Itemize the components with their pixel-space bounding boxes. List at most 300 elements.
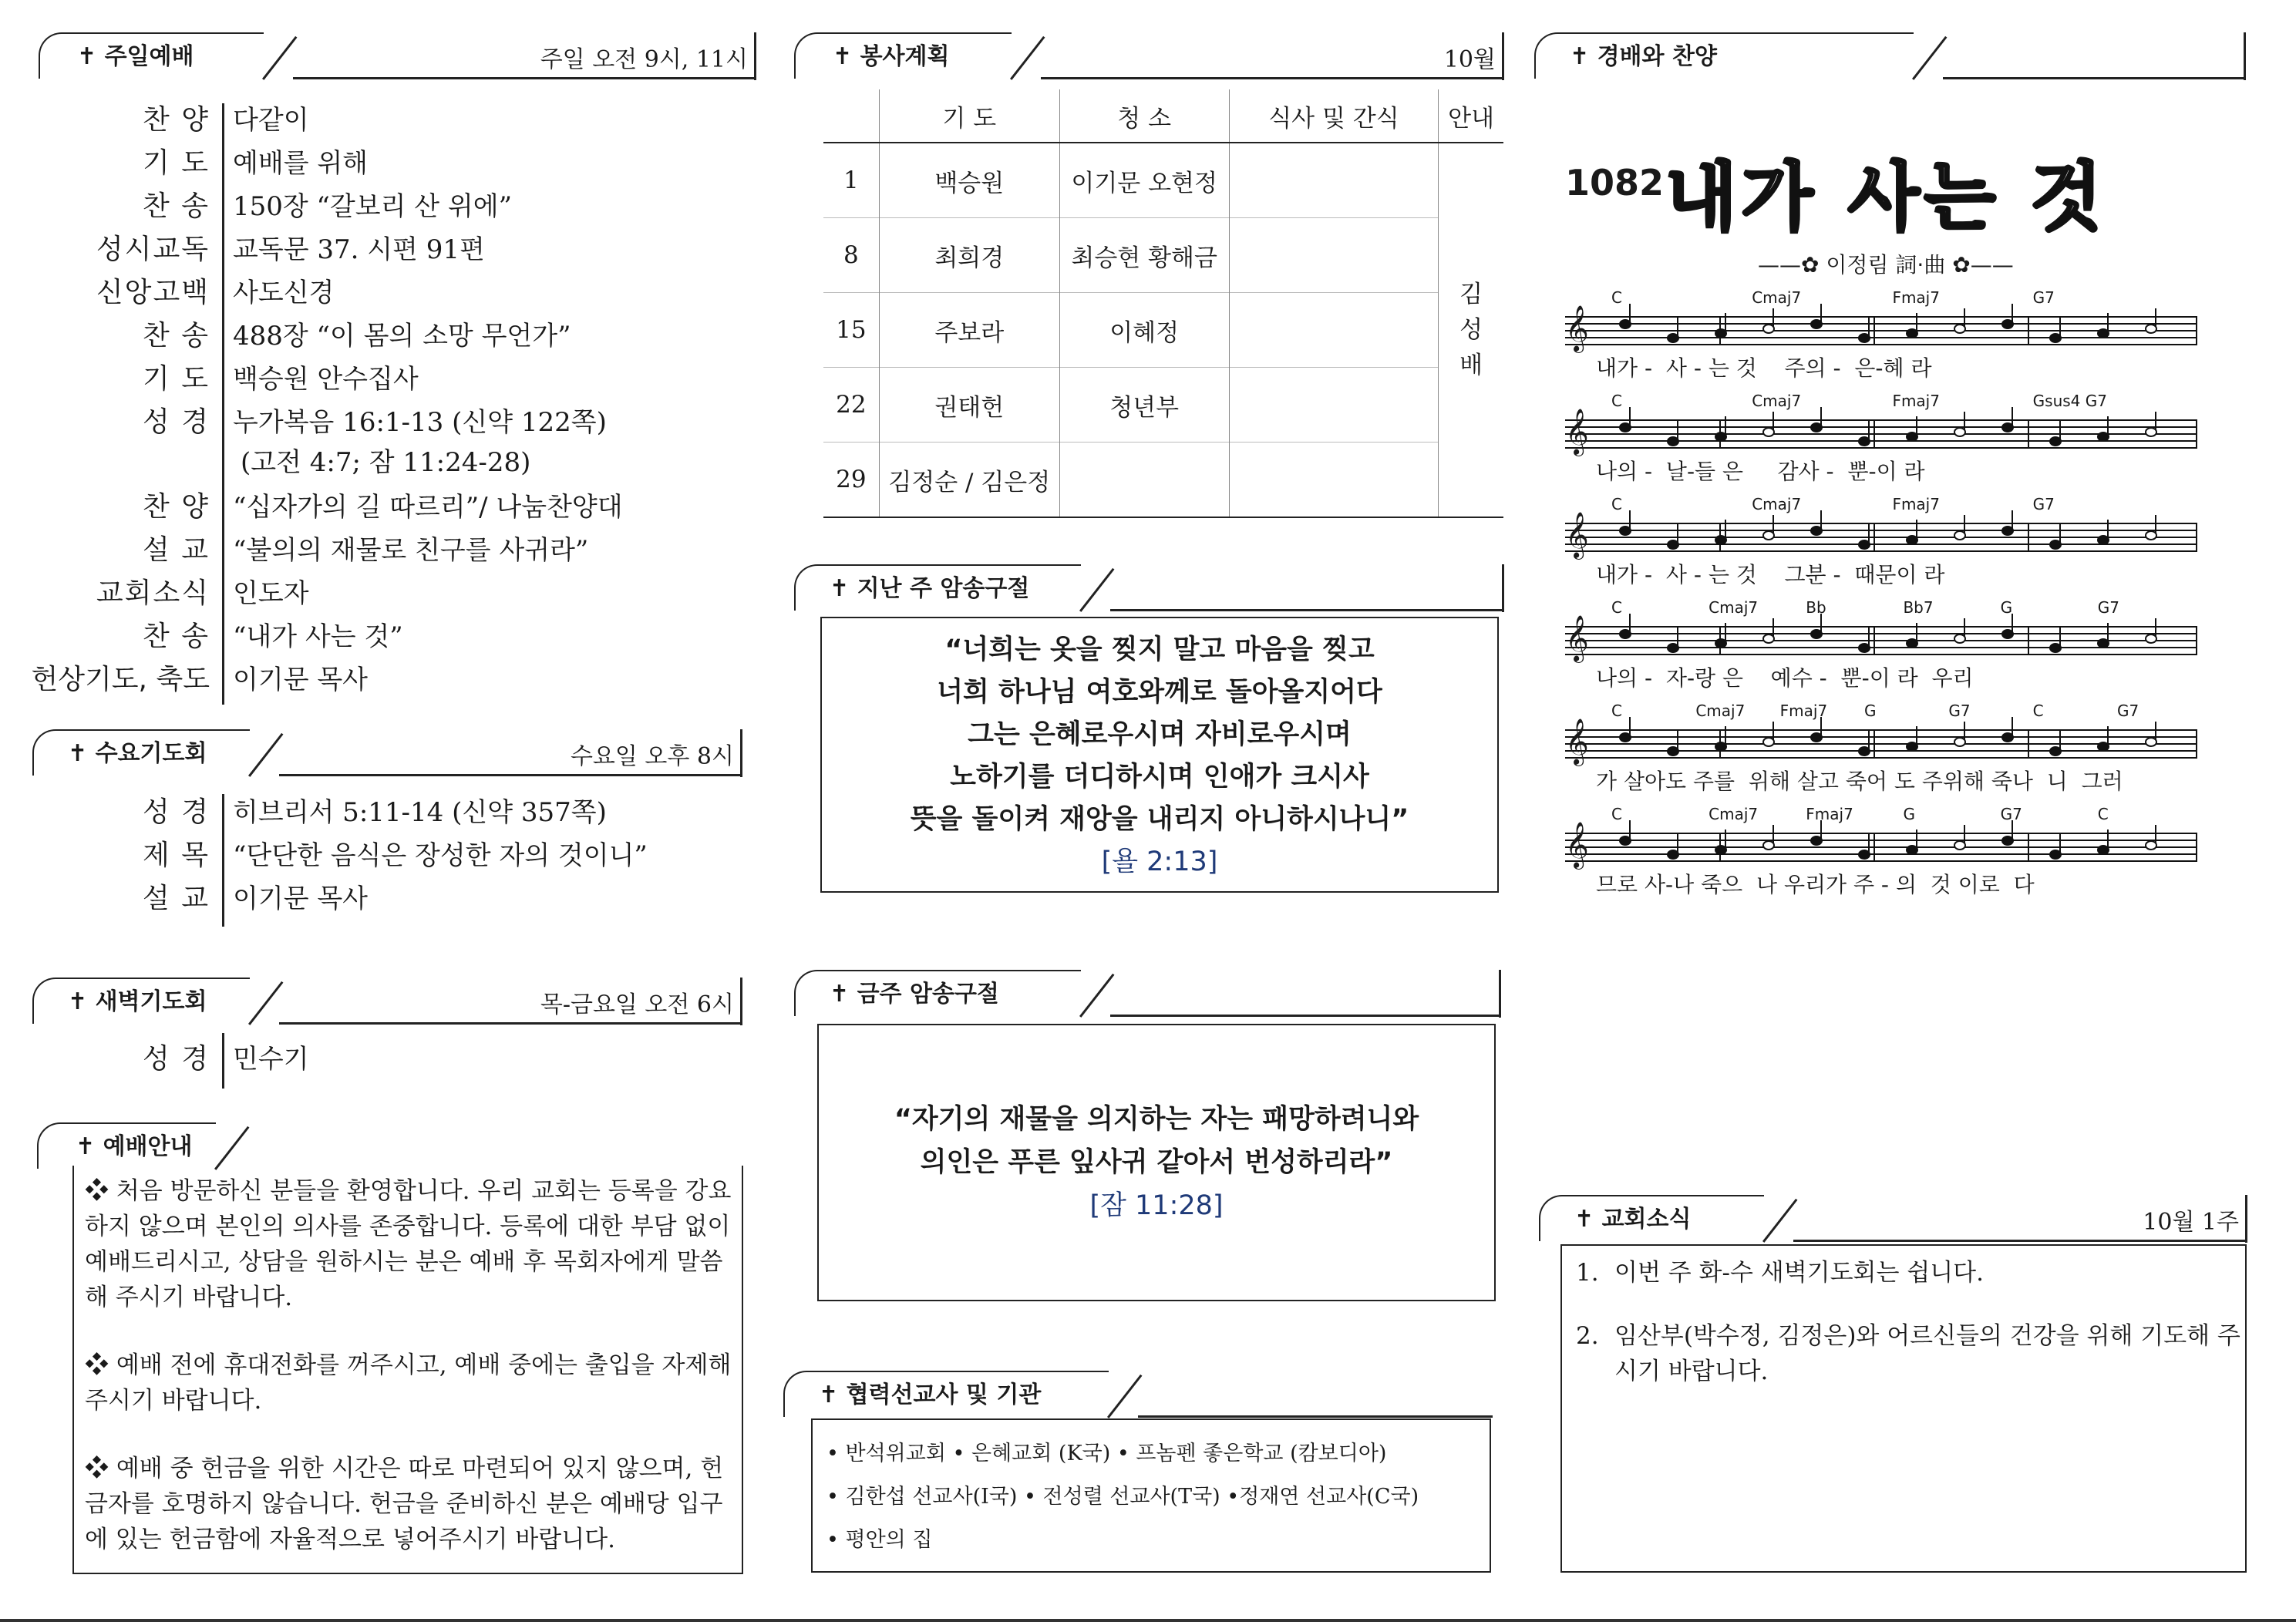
note-stem bbox=[1629, 304, 1631, 322]
header-rightline bbox=[2244, 32, 2246, 80]
music-staff bbox=[1565, 288, 2197, 393]
note-stem bbox=[1868, 834, 1870, 853]
verse-line: 너희 하나님 여호와께로 돌아올지어다 bbox=[937, 677, 1382, 708]
order-value: 민수기 bbox=[233, 1044, 309, 1075]
order-label: 성 경 bbox=[143, 1043, 210, 1075]
note-stem bbox=[2107, 416, 2109, 435]
this-week-verse-box bbox=[817, 1024, 1496, 1301]
guide-line: ❖ 예배 전에 휴대전화를 꺼주시고, 예배 중에는 출입을 자제해 bbox=[85, 1351, 732, 1379]
note-stem bbox=[2059, 834, 2061, 853]
note-stem bbox=[1677, 318, 1678, 336]
staff-line bbox=[1565, 840, 2197, 841]
song-title: 내가 사는 것 bbox=[1665, 154, 2107, 241]
header-slash bbox=[1912, 36, 1947, 80]
table-header-cell: 청 소 bbox=[1059, 89, 1229, 143]
news-text: 시기 바랍니다. bbox=[1614, 1358, 1769, 1385]
note-stem bbox=[1964, 618, 1965, 637]
day-cell: 8 bbox=[843, 241, 859, 269]
note-stem bbox=[1772, 308, 1774, 327]
lyrics-line: 나의 - 자-랑 은 예수 - 뿐-이 라 우리 bbox=[1596, 665, 1974, 691]
chord-symbol: Cmaj7 bbox=[1752, 288, 1802, 307]
note-stem bbox=[2155, 722, 2156, 740]
note-stem bbox=[2107, 726, 2109, 745]
news-text: 임산부(박수정, 김정은)와 어르신들의 건강을 위해 기도해 주 bbox=[1614, 1322, 2240, 1350]
staff-line bbox=[1565, 633, 2197, 634]
verse-line: 뜻을 돌이켜 재앙을 내리지 아니하시나니” bbox=[910, 804, 1409, 835]
chord-symbol: Bb7 bbox=[1903, 598, 1934, 617]
meal-cell bbox=[1229, 218, 1439, 293]
order-value: 488장 “이 몸의 소망 무언가” bbox=[233, 321, 571, 352]
service-plan-header bbox=[794, 32, 1503, 80]
verse-reference: [잠 11:28] bbox=[1089, 1190, 1224, 1221]
guide-paragraph bbox=[85, 1173, 731, 1315]
verse-line: “자기의 재물을 의지하는 자는 패망하려니와 bbox=[894, 1104, 1419, 1135]
news-week: 10월 1주 bbox=[2143, 1209, 2239, 1236]
praise-header bbox=[1534, 32, 2245, 80]
order-value: 히브리서 5:11-14 (신약 357쪽) bbox=[233, 797, 607, 828]
bar-line bbox=[2028, 626, 2029, 655]
bar-line bbox=[1873, 523, 1875, 551]
last-week-verse-box bbox=[820, 617, 1499, 893]
bar-line bbox=[2028, 833, 2029, 861]
missions-box bbox=[811, 1418, 1491, 1573]
chord-symbol: G7 bbox=[2032, 495, 2055, 513]
note-stem bbox=[1916, 726, 1917, 745]
news-number: 1. bbox=[1576, 1259, 1599, 1287]
note-stem bbox=[1772, 825, 1774, 843]
section-title: ✝ 교회소식 bbox=[1574, 1206, 1692, 1233]
cleaning-cell: 청년부 bbox=[1059, 368, 1229, 443]
note-stem bbox=[1820, 510, 1822, 529]
meal-cell bbox=[1229, 368, 1439, 443]
header-slash bbox=[248, 981, 283, 1025]
header-rightline bbox=[740, 978, 742, 1025]
note-stem bbox=[2155, 825, 2156, 843]
note-stem bbox=[2012, 304, 2013, 322]
chord-symbol: G bbox=[1903, 805, 1915, 823]
service-time: 수요일 오후 8시 bbox=[570, 743, 734, 770]
order-row bbox=[15, 401, 607, 444]
note-stem bbox=[2012, 407, 2013, 426]
bar-line bbox=[2196, 523, 2197, 551]
note-stem bbox=[1677, 421, 1678, 439]
order-row bbox=[15, 441, 530, 484]
bar-line bbox=[1873, 626, 1875, 655]
order-label: 찬 송 bbox=[143, 190, 210, 222]
chord-symbol: G7 bbox=[2000, 805, 2022, 823]
order-value: 이기문 목사 bbox=[233, 665, 369, 695]
header-underline bbox=[1793, 1240, 2247, 1242]
cleaning-cell: 이혜정 bbox=[1059, 293, 1229, 368]
chord-symbol: C bbox=[1611, 702, 1622, 720]
table-header-row bbox=[823, 89, 1503, 143]
note-stem bbox=[1772, 618, 1774, 637]
note-stem bbox=[1677, 628, 1678, 646]
section-title: ✝ 주일예배 bbox=[77, 43, 194, 70]
note-stem bbox=[1772, 722, 1774, 740]
bar-line bbox=[2196, 626, 2197, 655]
order-row bbox=[15, 358, 419, 401]
note-stem bbox=[1916, 623, 1917, 641]
table-row bbox=[823, 218, 1503, 293]
header-rightline bbox=[740, 729, 742, 777]
note-stem bbox=[1868, 318, 1870, 336]
guide-line: ❖ 예배 중 헌금을 위한 시간은 따로 마련되어 있지 않으며, 헌 bbox=[85, 1455, 724, 1482]
chord-symbol: Fmaj7 bbox=[1806, 805, 1853, 823]
news-item bbox=[1576, 1318, 2240, 1385]
note-stem bbox=[1964, 515, 1965, 533]
order-label bbox=[15, 441, 222, 484]
last-week-verse-header bbox=[794, 564, 1503, 612]
note-stem bbox=[1772, 515, 1774, 533]
note-stem bbox=[1868, 421, 1870, 439]
chord-symbol: Fmaj7 bbox=[1892, 392, 1940, 410]
sunday-order bbox=[15, 99, 756, 708]
guide-line: 주시기 바랍니다. bbox=[85, 1387, 262, 1415]
order-label: 성 경 bbox=[143, 796, 210, 828]
order-label: 찬 송 bbox=[143, 621, 210, 652]
header-slash bbox=[1079, 568, 1114, 612]
note-stem bbox=[2012, 510, 2013, 529]
staff-line bbox=[1565, 523, 2197, 524]
guide-name-char: 김 bbox=[1459, 281, 1483, 308]
service-month: 10월 bbox=[1443, 46, 1496, 73]
guide-paragraph bbox=[85, 1451, 723, 1557]
order-value: 이기문 목사 bbox=[233, 883, 369, 914]
chord-symbol: G7 bbox=[1948, 702, 1971, 720]
chord-symbol: G bbox=[1864, 702, 1877, 720]
order-row bbox=[15, 834, 648, 877]
note-stem bbox=[1964, 722, 1965, 740]
chord-symbol: Cmaj7 bbox=[1752, 495, 1802, 513]
prayer-cell: 최희경 bbox=[879, 218, 1059, 293]
staff-line bbox=[1565, 447, 2197, 449]
verse-line: 의인은 푸른 잎사귀 같아서 번성하리라” bbox=[920, 1147, 1393, 1178]
note-stem bbox=[2107, 830, 2109, 848]
bar-line bbox=[2196, 419, 2197, 448]
order-label: 찬 양 bbox=[143, 104, 210, 136]
order-value: “십자가의 길 따르리”/ 나눔찬양대 bbox=[233, 492, 623, 523]
chord-symbol: C bbox=[2097, 805, 2109, 823]
day-cell: 29 bbox=[836, 466, 867, 493]
staff-line bbox=[1565, 419, 2197, 421]
order-label: 기 도 bbox=[143, 363, 210, 395]
order-value: 인도자 bbox=[233, 578, 309, 609]
page-bottom-rule bbox=[0, 1619, 2296, 1622]
note-stem bbox=[1725, 416, 1726, 435]
note-stem bbox=[1629, 614, 1631, 632]
table-row bbox=[823, 143, 1503, 218]
chord-symbol: G7 bbox=[2117, 702, 2139, 720]
treble-clef-icon: 𝄞 bbox=[1565, 822, 1589, 868]
staff-line bbox=[1565, 550, 2197, 552]
note-stem bbox=[2107, 623, 2109, 641]
guide-cell bbox=[1439, 143, 1503, 517]
header-rightline bbox=[1502, 564, 1504, 612]
order-label: 교회소식 bbox=[96, 577, 210, 609]
chord-symbol: Fmaj7 bbox=[1779, 702, 1828, 720]
guide-line: 에 있는 헌금함에 자율적으로 넣어주시기 바랍니다. bbox=[85, 1526, 615, 1553]
order-row bbox=[15, 142, 368, 185]
note-stem bbox=[1725, 520, 1726, 538]
chord-symbol: Cmaj7 bbox=[1695, 702, 1746, 720]
order-value: 백승원 안수집사 bbox=[233, 364, 419, 395]
church-news-header bbox=[1539, 1195, 2247, 1243]
cleaning-cell: 이기문 오현정 bbox=[1059, 143, 1229, 218]
note-stem bbox=[2059, 524, 2061, 543]
order-value: 150장 “갈보리 산 위에” bbox=[233, 191, 512, 222]
guide-line: ❖ 처음 방문하신 분들을 환영합니다. 우리 교회는 등록을 강요 bbox=[85, 1177, 732, 1205]
header-slash bbox=[1107, 1375, 1142, 1418]
cleaning-cell bbox=[1059, 443, 1229, 518]
note-stem bbox=[1725, 313, 1726, 331]
header-slash bbox=[262, 36, 297, 80]
mission-line: • 평안의 집 bbox=[826, 1528, 933, 1552]
note-stem bbox=[1629, 820, 1631, 839]
chord-symbol: Cmaj7 bbox=[1752, 392, 1802, 410]
header-rightline bbox=[2245, 1195, 2247, 1243]
this-week-verse-header bbox=[794, 970, 1500, 1018]
order-label: 찬 양 bbox=[143, 491, 210, 523]
note-stem bbox=[2059, 731, 2061, 749]
header-slash bbox=[1762, 1199, 1797, 1243]
order-label: 설 교 bbox=[143, 883, 210, 914]
chord-symbol: G7 bbox=[2032, 288, 2055, 307]
music-staff bbox=[1565, 495, 2197, 600]
order-row bbox=[15, 315, 571, 358]
guide-name-char: 배 bbox=[1459, 352, 1483, 379]
note-stem bbox=[1820, 407, 1822, 426]
order-label: 기 도 bbox=[143, 147, 210, 179]
table-row bbox=[823, 443, 1503, 518]
dawn-order bbox=[15, 1033, 756, 1087]
guide-line: 예배드리시고, 상담을 원하시는 분은 예배 후 목회자에게 말씀 bbox=[85, 1248, 723, 1276]
staff-line bbox=[1565, 344, 2197, 345]
treble-clef-icon: 𝄞 bbox=[1565, 305, 1589, 352]
order-value: “불의의 재물로 친구를 사귀라” bbox=[233, 535, 589, 566]
note-stem bbox=[2059, 628, 2061, 646]
guide-line: 하지 않으며 본인의 의사를 존중합니다. 등록에 대한 부담 없이 bbox=[85, 1213, 731, 1240]
section-title: ✝ 새벽기도회 bbox=[68, 988, 207, 1015]
lyrics-line: 므로 사-나 죽으 나 우리가 주 - 의 것 이로 다 bbox=[1596, 872, 2035, 897]
day-cell: 15 bbox=[836, 316, 867, 344]
service-time: 목-금요일 오전 6시 bbox=[540, 991, 734, 1018]
music-staff bbox=[1565, 598, 2197, 703]
song-credit bbox=[1758, 248, 2014, 279]
order-row bbox=[15, 615, 403, 658]
order-row bbox=[15, 791, 607, 834]
order-row bbox=[15, 877, 368, 920]
chord-symbol: Fmaj7 bbox=[1892, 288, 1940, 307]
church-news-box bbox=[1560, 1244, 2247, 1573]
meal-cell bbox=[1229, 293, 1439, 368]
header-underline bbox=[279, 774, 742, 776]
worship-guide-header bbox=[37, 1122, 746, 1170]
table-header-cell: 안내 bbox=[1439, 89, 1503, 143]
note-stem bbox=[2155, 515, 2156, 533]
order-value: 예배를 위해 bbox=[233, 148, 369, 179]
note-stem bbox=[2107, 520, 2109, 538]
guide-line: 해 주시기 바랍니다. bbox=[85, 1284, 293, 1311]
order-label: 성 경 bbox=[143, 406, 210, 438]
meal-cell bbox=[1229, 143, 1439, 218]
order-value: 다같이 bbox=[233, 105, 309, 136]
verse-reference: [욜 2:13] bbox=[1101, 846, 1218, 877]
staff-line bbox=[1565, 729, 2197, 731]
credit-ornament: ——✿ bbox=[1758, 252, 1826, 278]
note-stem bbox=[1964, 412, 1965, 430]
bar-line bbox=[1873, 316, 1875, 345]
meal-cell bbox=[1229, 443, 1439, 518]
header-slash bbox=[248, 733, 283, 777]
music-staff bbox=[1565, 702, 2197, 806]
sheet-music bbox=[1557, 131, 2220, 933]
chord-symbol: Cmaj7 bbox=[1709, 598, 1759, 617]
order-label: 설 교 bbox=[143, 534, 210, 566]
chord-symbol: C bbox=[1611, 805, 1622, 823]
header-slash bbox=[1010, 36, 1045, 80]
note-stem bbox=[2155, 618, 2156, 637]
verse-line: 그는 은혜로우시며 자비로우시며 bbox=[968, 719, 1352, 750]
note-stem bbox=[1916, 830, 1917, 848]
table-row bbox=[823, 293, 1503, 368]
note-stem bbox=[1916, 313, 1917, 331]
wednesday-order bbox=[15, 791, 756, 927]
order-row bbox=[15, 228, 485, 271]
dawn-prayer-header bbox=[32, 978, 742, 1025]
bar-line bbox=[1873, 419, 1875, 448]
note-stem bbox=[1916, 416, 1917, 435]
order-row bbox=[15, 271, 334, 315]
table-header-cell bbox=[823, 89, 879, 143]
note-stem bbox=[1820, 304, 1822, 322]
note-stem bbox=[1964, 825, 1965, 843]
news-item bbox=[1576, 1255, 1984, 1291]
hymn-number: 1082 bbox=[1565, 162, 1665, 204]
header-rightline bbox=[754, 32, 756, 80]
music-staff bbox=[1565, 392, 2197, 496]
note-stem bbox=[2059, 318, 2061, 336]
guide-line: 금자를 호명하지 않습니다. 헌금을 준비하신 분은 예배당 입구 bbox=[85, 1490, 723, 1518]
treble-clef-icon: 𝄞 bbox=[1565, 615, 1589, 661]
note-stem bbox=[2155, 412, 2156, 430]
staff-line bbox=[1565, 323, 2197, 325]
mission-line: • 김한섭 선교사(I국) • 전성렬 선교사(T국) •정재연 선교사(C국) bbox=[826, 1485, 1419, 1509]
prayer-cell: 백승원 bbox=[879, 143, 1059, 218]
news-number: 2. bbox=[1576, 1322, 1599, 1350]
order-value: 누가복음 16:1-13 (신약 122쪽) bbox=[233, 407, 607, 438]
service-plan-table bbox=[823, 89, 1503, 518]
header-underline bbox=[293, 77, 756, 79]
bar-line bbox=[2196, 316, 2197, 345]
note-stem bbox=[1725, 726, 1726, 745]
verse-line: 노하기를 더디하시며 인애가 크시사 bbox=[950, 762, 1369, 792]
guide-name-char: 성 bbox=[1459, 316, 1483, 344]
section-title: ✝ 봉사계획 bbox=[833, 43, 950, 70]
chord-symbol: Bb bbox=[1806, 598, 1826, 617]
note-stem bbox=[1868, 731, 1870, 749]
bar-line bbox=[2028, 523, 2029, 551]
bar-line bbox=[2196, 833, 2197, 861]
staff-line bbox=[1565, 626, 2197, 628]
note-stem bbox=[2059, 421, 2061, 439]
prayer-cell: 김정순 / 김은정 bbox=[879, 443, 1059, 518]
lyrics-line: 내가 - 사 - 는 것 주의 - 은-혜 라 bbox=[1596, 355, 1932, 381]
header-underline bbox=[1138, 1415, 1493, 1418]
treble-clef-icon: 𝄞 bbox=[1565, 718, 1589, 765]
note-stem bbox=[1868, 524, 1870, 543]
note-stem bbox=[2155, 308, 2156, 327]
bar-line bbox=[2028, 316, 2029, 345]
header-underline bbox=[1943, 77, 2245, 79]
guide-paragraph bbox=[85, 1348, 731, 1418]
wednesday-prayer-header bbox=[32, 729, 742, 777]
header-underline bbox=[1110, 609, 1503, 611]
music-staff bbox=[1565, 805, 2197, 910]
order-value: “내가 사는 것” bbox=[233, 621, 403, 652]
lyrics-line: 내가 - 사 - 는 것 그분 - 때문이 라 bbox=[1596, 562, 1945, 587]
missions-header bbox=[783, 1371, 1493, 1418]
header-rightline bbox=[1502, 32, 1504, 80]
order-row bbox=[15, 529, 588, 572]
note-stem bbox=[1629, 510, 1631, 529]
staff-line bbox=[1565, 736, 2197, 738]
chord-symbol: C bbox=[1611, 598, 1622, 617]
order-label: 신앙고백 bbox=[96, 277, 210, 308]
prayer-cell: 주보라 bbox=[879, 293, 1059, 368]
note-stem bbox=[1629, 407, 1631, 426]
note-stem bbox=[1629, 717, 1631, 735]
header-underline bbox=[1041, 77, 1503, 79]
header-slash bbox=[214, 1126, 249, 1170]
note-stem bbox=[1677, 524, 1678, 543]
order-value: (고전 4:7; 잠 11:24-28) bbox=[241, 447, 531, 478]
news-text: 이번 주 화-수 새벽기도회는 쉽니다. bbox=[1614, 1259, 1984, 1287]
chord-symbol: C bbox=[1611, 392, 1622, 410]
chord-symbol: C bbox=[2032, 702, 2044, 720]
day-cell: 22 bbox=[836, 391, 867, 419]
note-stem bbox=[1725, 830, 1726, 848]
staff-line bbox=[1565, 316, 2197, 318]
header-rightline bbox=[1499, 970, 1501, 1018]
credit-text: 이정림 詞·曲 bbox=[1826, 252, 1946, 278]
order-row bbox=[15, 1038, 309, 1081]
section-title: ✝ 경배와 찬양 bbox=[1570, 43, 1717, 70]
credit-ornament: ✿—— bbox=[1945, 252, 2014, 278]
order-row bbox=[15, 99, 309, 142]
note-stem bbox=[1868, 628, 1870, 646]
section-title: ✝ 지난 주 암송구절 bbox=[830, 575, 1030, 602]
order-value: 사도신경 bbox=[233, 278, 335, 308]
note-stem bbox=[1772, 412, 1774, 430]
chord-symbol: Gsus4 G7 bbox=[2032, 392, 2107, 410]
order-row bbox=[15, 572, 309, 615]
staff-line bbox=[1565, 833, 2197, 834]
treble-clef-icon: 𝄞 bbox=[1565, 409, 1589, 455]
lyrics-line: 나의 - 날-들 은 감사 - 뿐-이 라 bbox=[1596, 459, 1925, 484]
mission-line: • 반석위교회 • 은혜교회 (K국) • 프놈펜 좋은학교 (캄보디아) bbox=[826, 1442, 1387, 1466]
day-cell: 1 bbox=[843, 167, 859, 194]
order-row bbox=[15, 185, 512, 228]
staff-line bbox=[1565, 654, 2197, 655]
order-value: “단단한 음식은 장성한 자의 것이니” bbox=[233, 840, 648, 871]
header-underline bbox=[1110, 1015, 1500, 1017]
order-row bbox=[15, 486, 623, 529]
verse-line: “너희는 옷을 찢지 말고 마음을 찢고 bbox=[944, 634, 1375, 665]
chord-symbol: Cmaj7 bbox=[1709, 805, 1759, 823]
chord-symbol: C bbox=[1611, 495, 1622, 513]
order-label: 성시교독 bbox=[96, 234, 210, 265]
